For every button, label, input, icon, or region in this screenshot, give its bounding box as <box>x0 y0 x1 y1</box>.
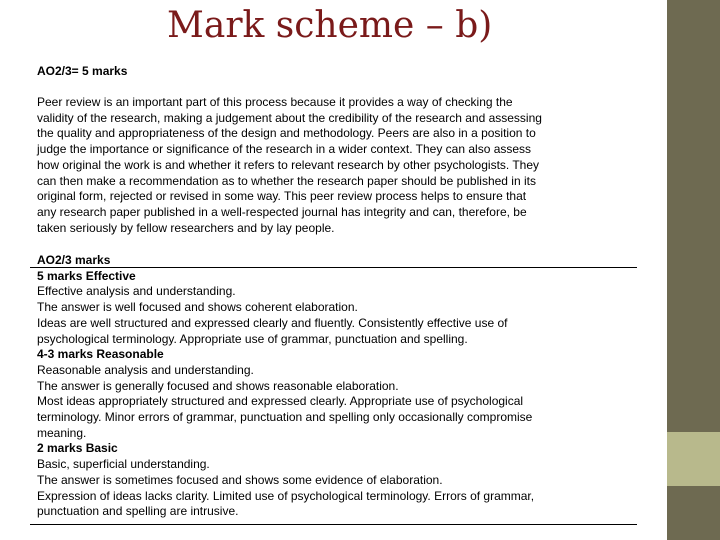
marks-table <box>37 253 632 520</box>
band-line: terminology. Minor errors of grammar, punctuation and spelling only occasionally compromise <box>37 410 533 425</box>
paragraph-line: any research paper published in a well-respected journal has integrity and can, therefore, be <box>37 204 527 219</box>
table-bottom-rule <box>30 524 637 525</box>
band-label-basic: 2 marks Basic <box>37 441 118 456</box>
peer-review-paragraph <box>37 95 627 236</box>
paragraph-line: can then make a recommendation as to whether the research paper should be published in its <box>37 173 536 188</box>
band-line: Most ideas appropriately structured and expressed clearly. Appropriate use of psychological <box>37 394 524 409</box>
paragraph-line: how original the work is and whether it refers to relevant research by other psychologists. They <box>37 157 540 172</box>
paragraph-line: Peer review is an important part of this process because it provides a way of checking the <box>37 95 513 109</box>
paragraph-line: original form, rejected or revised in some way. This peer review process helps to ensure that <box>37 189 527 204</box>
paragraph-line: validity of the research, making a judgement about the credibility of the research and assessing <box>37 110 542 125</box>
band-line: Effective analysis and understanding. <box>37 284 236 299</box>
sidebar-decoration-middle <box>667 432 720 486</box>
sidebar-decoration-bottom <box>667 486 720 540</box>
band-line: Reasonable analysis and understanding. <box>37 362 254 377</box>
sidebar-decoration-top <box>667 0 720 432</box>
band-line: punctuation and spelling are intrusive. <box>37 504 239 519</box>
band-line: meaning. <box>37 425 87 440</box>
band-line: The answer is generally focused and shows reasonable elaboration. <box>37 378 399 393</box>
paragraph-line: judge the importance or significance of the research in a wider context. They can also assess <box>37 142 532 157</box>
band-line: The answer is sometimes focused and shows some evidence of elaboration. <box>37 472 443 487</box>
band-label-reasonable: 4-3 marks Reasonable <box>37 347 164 362</box>
paragraph-line: taken seriously by fellow researchers and by lay people. <box>37 220 335 235</box>
paragraph-line: the quality and appropriateness of the design and methodology. Peers are also in a position to <box>37 126 536 141</box>
band-label-effective: 5 marks Effective <box>37 268 136 283</box>
band-line: Expression of ideas lacks clarity. Limited use of psychological terminology. Errors of grammar, <box>37 488 535 503</box>
band-line: Basic, superficial understanding. <box>37 457 210 472</box>
slide-title: Mark scheme – b) <box>167 5 493 46</box>
table-heading: AO2/3 marks <box>37 253 111 267</box>
mark-scheme-document <box>30 54 637 528</box>
band-line: The answer is well focused and shows coherent elaboration. <box>37 300 358 315</box>
band-line: Ideas are well structured and expressed clearly and fluently. Consistently effective use of <box>37 315 508 330</box>
band-line: psychological terminology. Appropriate use of grammar, punctuation and spelling. <box>37 331 468 346</box>
marks-heading: AO2/3= 5 marks <box>37 64 128 78</box>
